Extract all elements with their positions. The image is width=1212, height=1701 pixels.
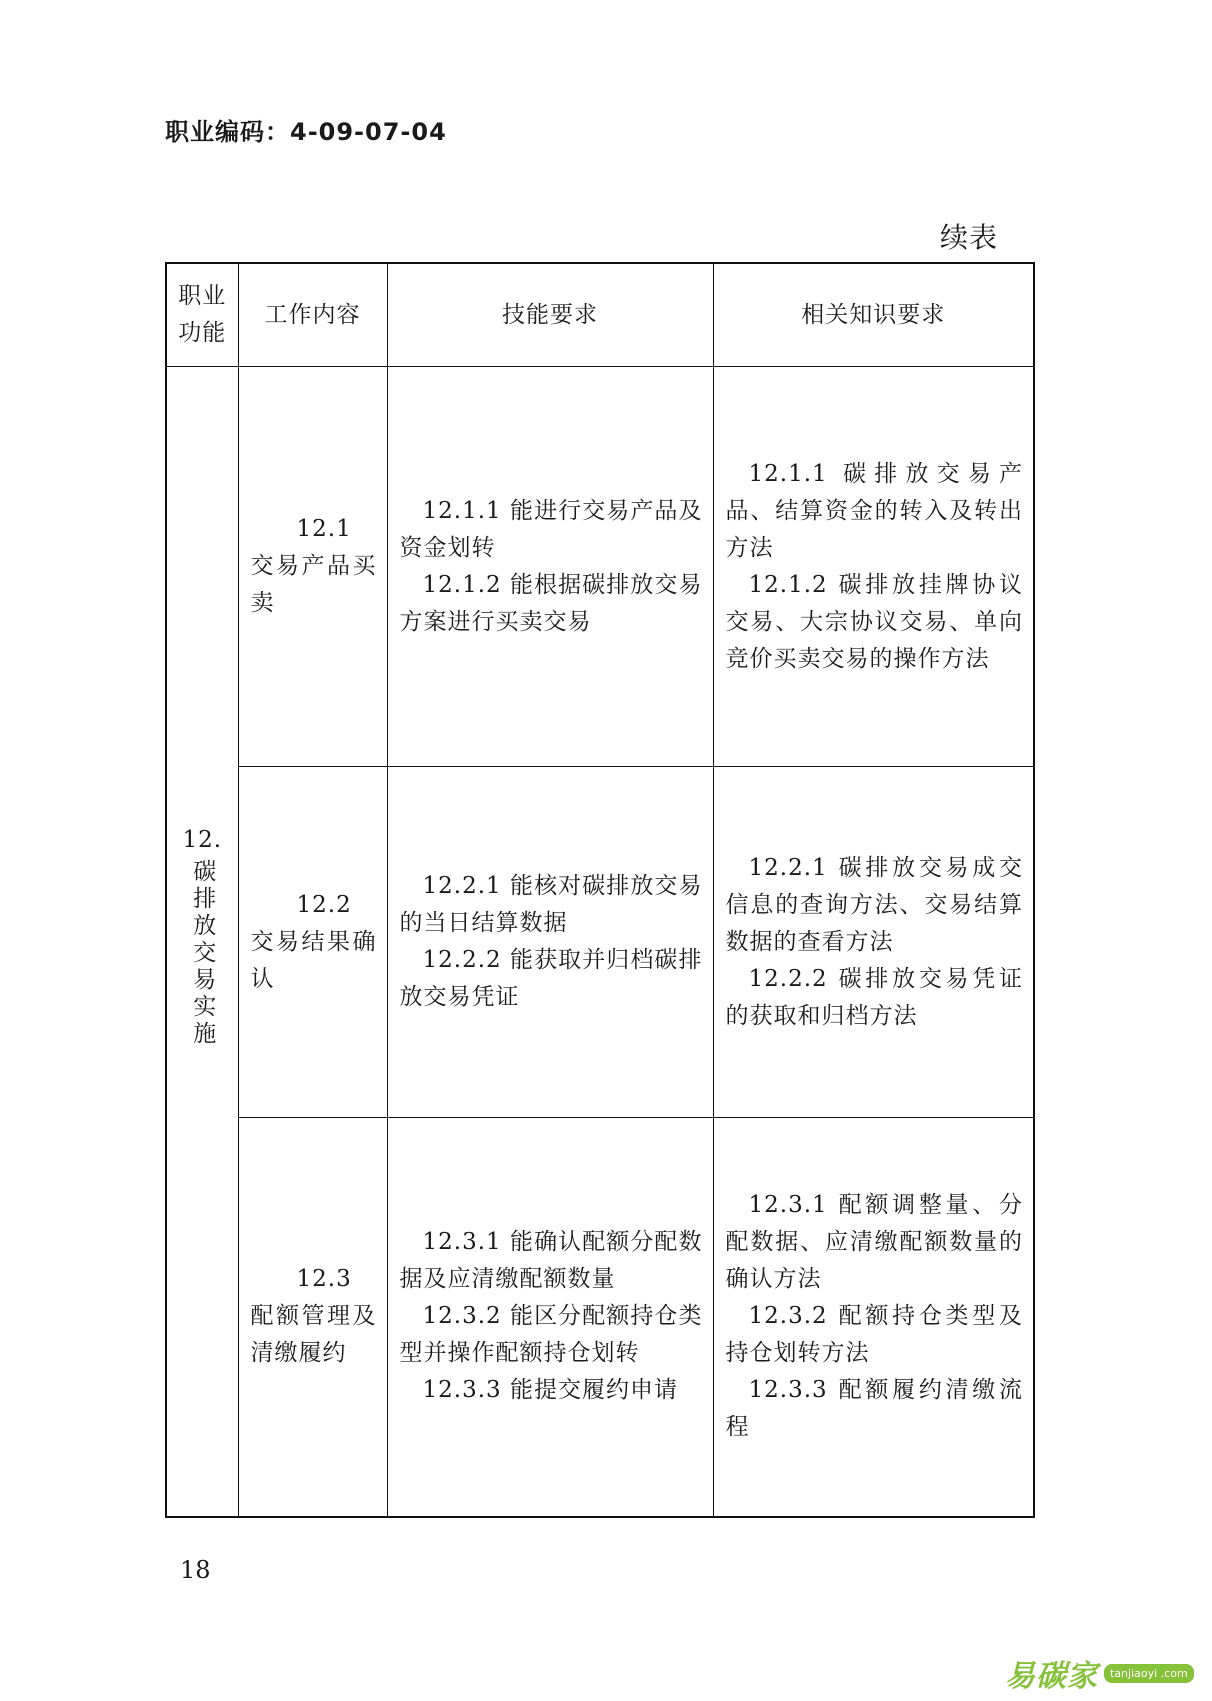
skill-item: 12.3.1 能确认配额分配数据及应清缴配额数量 — [399, 1229, 703, 1293]
table-row — [166, 1118, 1034, 1517]
work-content-text: 12.1 交易产品买卖 — [250, 516, 377, 616]
skills-cell — [387, 367, 713, 767]
skill-item: 12.1.1 能进行交易产品及资金划转 — [399, 497, 703, 561]
skills-cell — [387, 767, 713, 1118]
function-name: 碳排放交易实施 — [189, 859, 216, 1049]
knowledge-item: 12.1.2 碳排放挂牌协议交易、大宗协议交易、单向竞价买卖交易的操作方法 — [725, 571, 1023, 672]
watermark-domain: tanjiaoyi .com — [1104, 1664, 1194, 1683]
header-function-label: 职业 功能 — [178, 283, 227, 346]
knowledge-item: 12.3.1 配额调整量、分配数据、应清缴配额数量的确认方法 — [725, 1192, 1023, 1293]
knowledge-cell — [713, 1118, 1034, 1517]
knowledge-item: 12.3.3 配额履约清缴流程 — [725, 1377, 1023, 1441]
work-content-cell — [238, 1118, 387, 1517]
knowledge-item: 12.1.1 碳排放交易产品、结算资金的转入及转出方法 — [725, 460, 1023, 561]
watermark-logo — [1005, 1655, 1194, 1694]
skill-item: 12.2.2 能获取并归档碳排放交易凭证 — [399, 947, 703, 1010]
table-row — [166, 367, 1034, 767]
occupation-code: 职业编码：4-09-07-04 — [165, 118, 447, 146]
skill-item: 12.1.2 能根据碳排放交易方案进行买卖交易 — [399, 571, 703, 635]
knowledge-cell — [713, 767, 1034, 1118]
standard-table — [165, 262, 1035, 1518]
page-number: 18 — [180, 1556, 211, 1584]
knowledge-cell — [713, 367, 1034, 767]
watermark-text: 易碳家 — [1005, 1659, 1098, 1694]
knowledge-item: 12.3.2 配额持仓类型及持仓划转方法 — [725, 1303, 1023, 1367]
skill-item: 12.3.2 能区分配额持仓类型并操作配额持仓划转 — [399, 1303, 703, 1367]
skills-cell — [387, 1118, 713, 1517]
function-number: 12. — [182, 827, 223, 854]
work-content-text: 12.2 交易结果确认 — [250, 891, 377, 992]
knowledge-item: 12.2.1 碳排放交易成交信息的查询方法、交易结算数据的查看方法 — [725, 854, 1023, 955]
continued-table-label: 续表 — [940, 221, 999, 254]
work-content-cell — [238, 767, 387, 1118]
table-row — [166, 767, 1034, 1118]
work-content-cell — [238, 367, 387, 767]
header-work-content: 工作内容 — [238, 263, 387, 367]
skill-item: 12.2.1 能核对碳排放交易的当日结算数据 — [399, 873, 703, 936]
header-skill-requirements: 技能要求 — [387, 263, 713, 367]
knowledge-item: 12.2.2 碳排放交易凭证的获取和归档方法 — [725, 965, 1023, 1029]
header-function — [166, 263, 238, 367]
header-knowledge-requirements: 相关知识要求 — [713, 263, 1034, 367]
skill-item: 12.3.3 能提交履约申请 — [422, 1377, 678, 1404]
table-header-row — [166, 263, 1034, 367]
work-content-text: 12.3 配额管理及清缴履约 — [250, 1266, 377, 1367]
function-cell — [166, 367, 238, 1517]
